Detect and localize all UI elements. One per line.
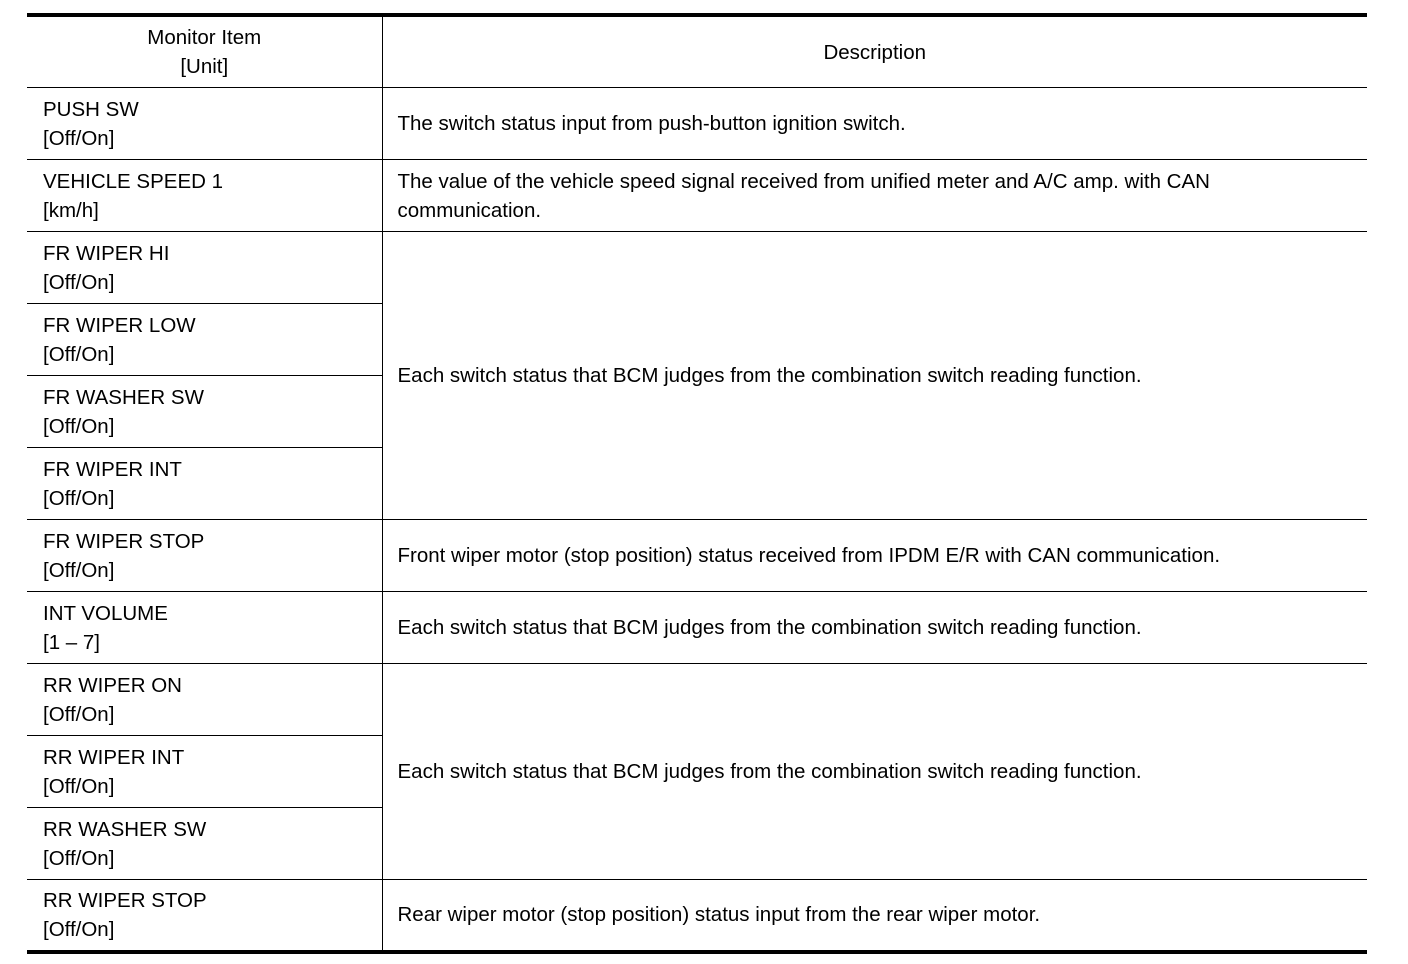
header-item-label: Monitor Item <box>147 26 262 49</box>
monitor-item-cell <box>27 664 382 736</box>
header-monitor-item <box>27 15 382 88</box>
description-text: The value of the vehicle speed signal received from unified meter and A/C amp. with CAN communication. <box>397 169 1210 222</box>
description-text: Rear wiper motor (stop position) status input from the rear wiper motor. <box>397 903 1041 927</box>
description-cell <box>382 232 1367 520</box>
monitor-item-unit: [Off/On] <box>43 270 115 294</box>
description-cell <box>382 664 1367 880</box>
monitor-item-name: PUSH SW <box>43 97 139 121</box>
table-row <box>27 664 1367 736</box>
monitor-item-cell <box>27 304 382 376</box>
monitor-item-unit: [Off/On] <box>43 774 115 798</box>
monitor-item-cell <box>27 160 382 232</box>
monitor-item-name: RR WIPER STOP <box>43 888 207 912</box>
description-cell <box>382 88 1367 160</box>
monitor-item-cell <box>27 232 382 304</box>
monitor-item-unit: [1 – 7] <box>43 630 100 654</box>
monitor-item-cell <box>27 736 382 808</box>
monitor-item-name: VEHICLE SPEED 1 <box>43 169 224 193</box>
table-row <box>27 232 1367 304</box>
header-unit-label: [Unit] <box>180 55 229 78</box>
monitor-item-table <box>27 13 1367 954</box>
monitor-item-unit: [Off/On] <box>43 486 115 510</box>
table-row <box>27 592 1367 664</box>
monitor-item-cell <box>27 808 382 880</box>
monitor-item-unit: [km/h] <box>43 198 99 222</box>
description-cell <box>382 520 1367 592</box>
monitor-item-cell <box>27 448 382 520</box>
monitor-item-cell <box>27 376 382 448</box>
monitor-item-cell <box>27 88 382 160</box>
description-text: Front wiper motor (stop position) status received from IPDM E/R with CAN communication. <box>397 544 1221 567</box>
monitor-item-unit: [Off/On] <box>43 558 115 582</box>
table-row <box>27 160 1367 232</box>
monitor-item-name: RR WIPER INT <box>43 745 185 769</box>
monitor-item-unit: [Off/On] <box>43 846 115 870</box>
monitor-item-name: FR WASHER SW <box>43 385 204 409</box>
description-cell <box>382 160 1367 232</box>
monitor-item-unit: [Off/On] <box>43 917 115 941</box>
description-text: Each switch status that BCM judges from the combination switch reading function. <box>397 616 1142 639</box>
description-cell <box>382 880 1367 952</box>
monitor-item-cell <box>27 880 382 952</box>
monitor-item-name: RR WIPER ON <box>43 673 182 697</box>
monitor-item-name: FR WIPER INT <box>43 457 182 481</box>
description-text: The switch status input from push-button ignition switch. <box>397 112 906 135</box>
header-description: Description <box>382 15 1367 88</box>
monitor-item-name: FR WIPER STOP <box>43 529 205 553</box>
monitor-item-unit: [Off/On] <box>43 342 115 366</box>
table-header-row <box>27 15 1367 88</box>
table-row <box>27 88 1367 160</box>
monitor-item-unit: [Off/On] <box>43 414 115 438</box>
table-row <box>27 520 1367 592</box>
monitor-item-cell <box>27 520 382 592</box>
monitor-item-cell <box>27 592 382 664</box>
description-cell <box>382 592 1367 664</box>
monitor-item-unit: [Off/On] <box>43 702 115 726</box>
monitor-item-name: FR WIPER HI <box>43 241 170 265</box>
description-text: Each switch status that BCM judges from the combination switch reading function. <box>397 364 1142 387</box>
monitor-item-name: FR WIPER LOW <box>43 313 196 337</box>
monitor-item-name: INT VOLUME <box>43 601 168 625</box>
monitor-item-unit: [Off/On] <box>43 126 115 150</box>
monitor-item-name: RR WASHER SW <box>43 817 207 841</box>
description-text: Each switch status that BCM judges from the combination switch reading function. <box>397 760 1142 783</box>
table-row <box>27 880 1367 952</box>
